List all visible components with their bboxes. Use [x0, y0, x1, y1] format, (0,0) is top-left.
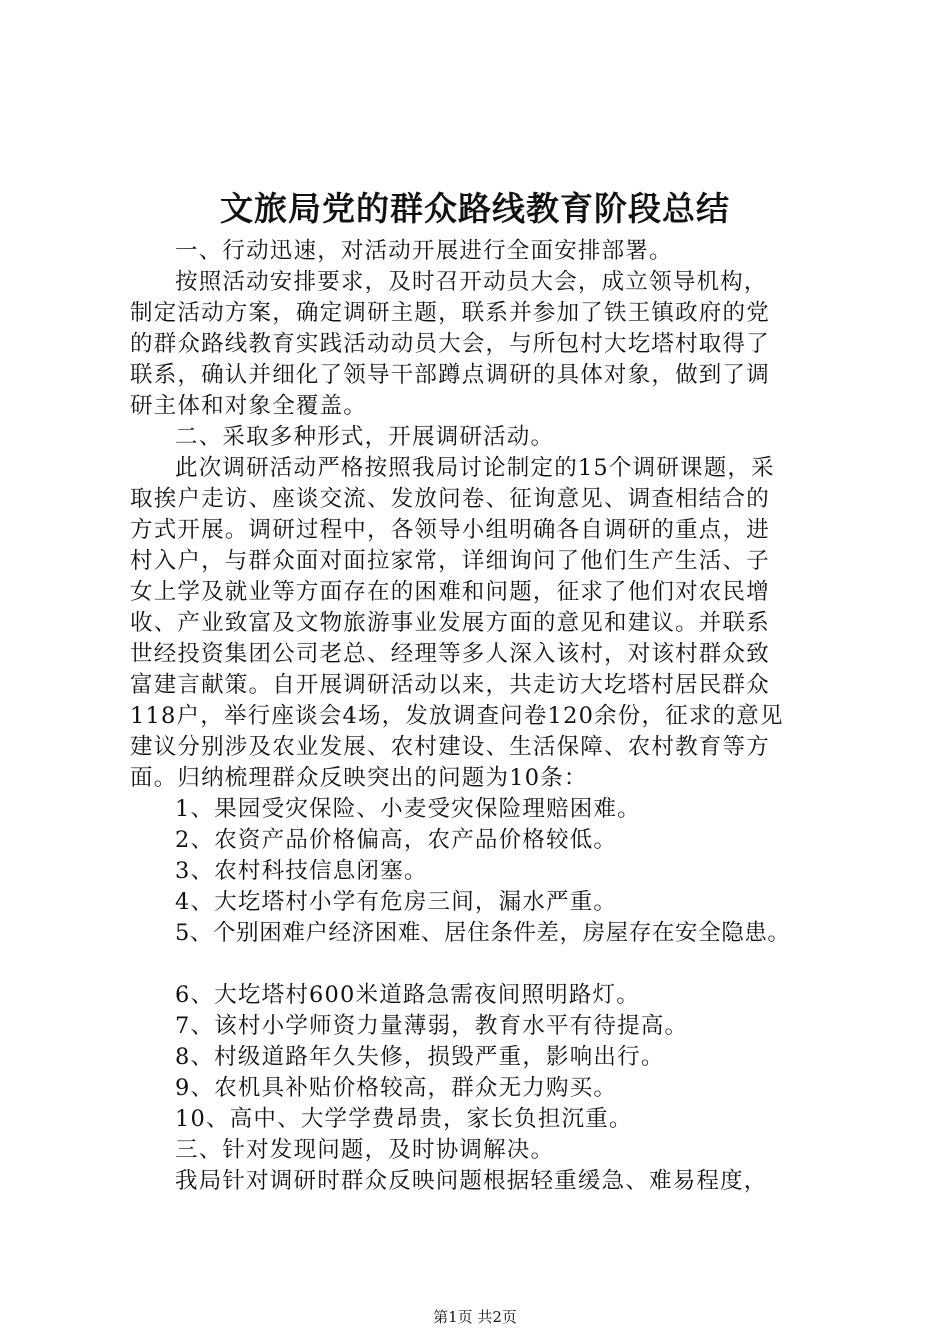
list-item: 3、农村科技信息闭塞。	[175, 858, 428, 884]
paragraph-line: 世经投资集团公司老总、经理等多人深入该村，对该村群众致	[130, 641, 770, 667]
paragraph-line: 建议分别涉及农业发展、农村建设、生活保障、农村教育等方	[130, 734, 770, 760]
list-item: 4、大圪塔村小学有危房三间，漏水严重。	[175, 889, 618, 915]
paragraph-line: 研主体和对象全覆盖。	[130, 393, 368, 419]
page-footer: 第1页 共2页	[433, 1308, 517, 1326]
paragraph-line: 我局针对调研时群众反映问题根据轻重缓急、难易程度，	[175, 1168, 768, 1194]
list-item: 9、农机具补贴价格较高，群众无力购买。	[175, 1075, 618, 1101]
list-item: 5、个别困难户经济困难、居住条件差，房屋存在安全隐患。	[175, 920, 791, 946]
document-title: 文旅局党的群众路线教育阶段总结	[220, 189, 730, 228]
paragraph-line: 制定活动方案，确定调研主题，联系并参加了铁王镇政府的党	[130, 300, 770, 326]
paragraph-line: 按照活动安排要求，及时召开动员大会，成立领导机构，	[175, 269, 768, 295]
list-item: 8、村级道路年久失修，损毁严重，影响出行。	[175, 1044, 665, 1070]
paragraph-line: 富建言献策。自开展调研活动以来，共走访大圪塔村居民群众	[130, 672, 770, 698]
list-item: 6、大圪塔村600米道路急需夜间照明路灯。	[175, 982, 640, 1008]
paragraph-line: 的群众路线教育实践活动动员大会，与所包村大圪塔村取得了	[130, 331, 770, 357]
paragraph-line: 此次调研活动严格按照我局讨论制定的15个调研课题，采	[175, 455, 775, 481]
list-item: 2、农资产品价格偏高，农产品价格较低。	[175, 827, 618, 853]
paragraph-line: 联系，确认并细化了领导干部蹲点调研的具体对象，做到了调	[130, 362, 770, 388]
paragraph-line: 取挨户走访、座谈交流、发放问卷、征询意见、调查相结合的	[130, 486, 770, 512]
section-heading-2: 二、采取多种形式，开展调研活动。	[175, 424, 555, 450]
section-heading-1: 一、行动迅速，对活动开展进行全面安排部署。	[175, 238, 673, 264]
paragraph-line: 118户，举行座谈会4场，发放调查问卷120余份，征求的意见	[130, 703, 784, 729]
list-item: 7、该村小学师资力量薄弱，教育水平有待提高。	[175, 1013, 689, 1039]
paragraph-line: 收、产业致富及文物旅游事业发展方面的意见和建议。并联系	[130, 610, 770, 636]
list-item: 10、高中、大学学费昂贵，家长负担沉重。	[175, 1106, 633, 1132]
paragraph-line: 面。归纳梳理群众反映突出的问题为10条：	[130, 765, 588, 791]
paragraph-line: 方式开展。调研过程中，各领导小组明确各自调研的重点，进	[130, 517, 770, 543]
section-heading-3: 三、针对发现问题，及时协调解决。	[175, 1137, 555, 1163]
list-item: 1、果园受灾保险、小麦受灾保险理赔困难。	[175, 796, 641, 822]
paragraph-line: 女上学及就业等方面存在的困难和问题，征求了他们对农民增	[130, 579, 770, 605]
paragraph-line: 村入户，与群众面对面拉家常，详细询问了他们生产生活、子	[130, 548, 770, 574]
